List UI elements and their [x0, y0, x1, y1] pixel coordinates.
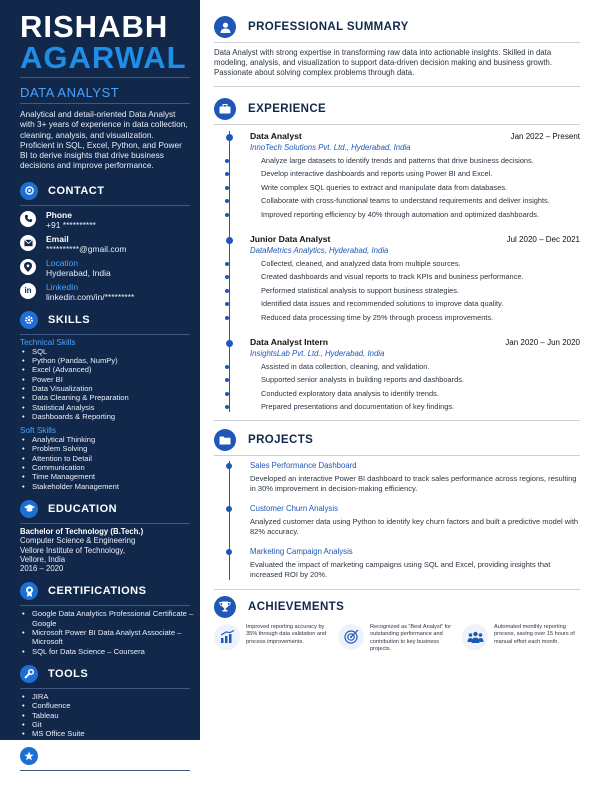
timeline-dot: [226, 134, 233, 141]
divider: [20, 77, 190, 78]
project-title: Customer Churn Analysis: [250, 503, 338, 513]
list-item: • Power BI: [22, 375, 200, 384]
job-dates: Jul 2020 – Dec 2021: [506, 235, 580, 245]
job-company: InsightsLab Pvt. Ltd., Hyderabad, India: [250, 349, 385, 359]
job-bullets: [250, 362, 580, 412]
project-title: Marketing Campaign Analysis: [250, 546, 353, 556]
soft-skills-list: [0, 435, 200, 491]
email-icon: [20, 235, 36, 251]
trophy-icon: [214, 596, 236, 618]
summary-text: Data Analyst with strong expertise in transforming raw data into actionable insights. Skilled in data modeling, analysis, and visualization to support data-driven decision making and business growth. Passionate about solving complex problems through data.: [214, 48, 553, 77]
list-item: Improved reporting efficiency by 40% through automation and optimized dashboards.: [250, 210, 580, 219]
timeline-dot: [226, 506, 232, 512]
job-title: Junior Data Analyst: [250, 234, 331, 245]
job-role: DATA ANALYST: [20, 85, 120, 100]
list-item: • Data Cleaning & Preparation: [22, 393, 200, 402]
list-item: • Tableau: [22, 711, 200, 720]
school-location: Vellore, India: [20, 554, 66, 564]
list-item: • Data Visualization: [22, 384, 200, 393]
education-section: [0, 499, 200, 573]
list-item: Develop interactive dashboards and reports using Power BI and Excel.: [250, 169, 580, 178]
tools-section: [0, 664, 200, 738]
job-entry: [250, 234, 580, 322]
list-item: • Git: [22, 720, 200, 729]
list-item: • Python (Pandas, NumPy): [22, 356, 200, 365]
technical-skills-list: [0, 347, 200, 421]
timeline-dot: [226, 463, 232, 469]
user-icon: [214, 16, 236, 38]
list-item: • Excel (Advanced): [22, 365, 200, 374]
achievement-text: Automated monthly reporting process, saving over 15 hours of manual effort each month.: [494, 623, 575, 645]
job-bullets: [250, 259, 580, 322]
list-item: • Time Management: [22, 472, 200, 481]
contact-email: Email **********@gmail.com: [0, 234, 200, 254]
linkedin-value[interactable]: linkedin.com/in/*********: [46, 291, 135, 302]
section-title: EXPERIENCE: [248, 103, 327, 115]
gear-icon: [20, 311, 38, 329]
job-dates: Jan 2020 – Jun 2020: [505, 338, 580, 348]
list-item: Created dashboards and visual reports to track KPIs and business performance.: [250, 272, 580, 281]
location-value: Hyderabad, India: [46, 267, 111, 278]
email-value[interactable]: **********@gmail.com: [46, 243, 127, 254]
section-title: INTERESTS: [48, 750, 115, 763]
book-icon: [16, 774, 56, 792]
contact-linkedin: in LinkedIn linkedin.com/in/*********: [0, 282, 200, 302]
timeline-dot: [226, 237, 233, 244]
list-item: • JIRA: [22, 692, 200, 701]
achievement-item: [338, 624, 456, 654]
interest-data-exploration: Data Exploration: [60, 774, 100, 810]
contact-section: [0, 181, 200, 302]
summary-section: [214, 16, 580, 87]
contact-phone: Phone +91 **********: [0, 210, 200, 230]
technical-skills-heading: Technical Skills: [20, 337, 76, 347]
job-entry: [250, 337, 580, 412]
interests-list: [0, 771, 200, 810]
side-summary: Analytical and detail-oriented Data Analyst with 3+ years of experience in data collection, cleaning, analysis, and visualization. Proficient in SQL, Excel, Python, and Power BI to derive insights that drive business decisions and improve performance.: [20, 109, 188, 171]
skills-section: [0, 310, 200, 491]
list-item: • SQL for Data Science – Coursera: [22, 647, 200, 656]
job-company: InnoTech Solutions Pvt. Ltd., Hyderabad, India: [250, 143, 411, 152]
last-name: AGARWAL: [20, 40, 187, 75]
main-content: [200, 0, 600, 740]
section-title: SKILLS: [48, 313, 91, 326]
timeline-dot: [226, 340, 233, 347]
list-item: • Google Data Analytics Professional Certificate – Google: [22, 609, 200, 628]
section-title: EDUCATION: [48, 502, 118, 515]
list-item: • Microsoft Power BI Data Analyst Associate – Microsoft: [22, 628, 200, 647]
section-title: TOOLS: [48, 667, 89, 680]
folder-icon: [214, 429, 236, 451]
list-item: Supported senior analysts in building reports and dashboards.: [250, 375, 580, 384]
job-entry: [250, 131, 580, 219]
experience-section: [214, 98, 580, 421]
sidebar: [0, 0, 200, 810]
list-item: Analyze large datasets to identify trends and patterns that drive business decisions.: [250, 156, 580, 165]
contact-location: Location Hyderabad, India: [0, 258, 200, 278]
job-bullets: [250, 156, 580, 219]
project-description: Evaluated the impact of marketing campaigns using SQL and Excel, providing insights that increased ROI by 20%.: [250, 559, 551, 579]
job-title: Data Analyst Intern: [250, 337, 328, 348]
interest-cycling: Cycling: [104, 774, 144, 810]
list-item: • Communication: [22, 463, 200, 472]
section-title: PROJECTS: [248, 433, 314, 446]
experience-timeline: [229, 131, 580, 412]
project-description: Developed an interactive Power BI dashboard to track sales performance across regions, resulting in 30% improvement in decision-making efficiency.: [250, 473, 577, 493]
section-title: CONTACT: [48, 184, 105, 197]
phone-icon: [20, 211, 36, 227]
list-item: Prepared presentations and documentation of key findings.: [250, 402, 580, 411]
certifications-section: [0, 581, 200, 655]
list-item: Reduced data processing time by 25% through process improvements.: [250, 313, 580, 322]
growth-chart-icon: [214, 624, 240, 650]
briefcase-icon: [214, 98, 236, 120]
project-entry: [250, 504, 580, 537]
list-item: Performed statistical analysis to support business strategies.: [250, 286, 580, 295]
job-company: DataMetrics Analytics, Hyderabad, India: [250, 246, 389, 256]
interest-reading: Reading: [16, 774, 56, 810]
interests-section: [0, 746, 200, 810]
achievement-text: Recognized as “Best Analyst” for outstanding performance and contribution to key business projects.: [370, 623, 452, 652]
education-entry: [0, 527, 200, 573]
chart-icon: [60, 774, 100, 792]
interest-traveling: Traveling: [148, 774, 188, 810]
list-item: • Statistical Analysis: [22, 403, 200, 412]
list-item: • Stakeholder Management: [22, 482, 200, 491]
section-title: ACHIEVEMENTS: [248, 600, 345, 613]
achievements-section: [214, 596, 580, 654]
star-icon: [20, 747, 38, 765]
list-item: Collaborate with cross-functional teams to understand requirements and deliver insights.: [250, 196, 580, 205]
list-item: • Confluence: [22, 701, 200, 710]
contact-icon: [20, 182, 38, 200]
projects-list: [229, 461, 580, 580]
timeline-dot: [226, 549, 232, 555]
list-item: • Dashboards & Reporting: [22, 412, 200, 421]
field-of-study: Computer Science & Engineering: [20, 536, 136, 546]
school-name: Vellore Institute of Technology,: [20, 545, 126, 555]
list-item: Collected, cleaned, and analyzed data from multiple sources.: [250, 259, 580, 268]
achievement-item: [214, 624, 332, 654]
soft-skills-heading: Soft Skills: [20, 426, 56, 436]
achievement-text: Improved reporting accuracy by 35% through data validation and process improvements.: [246, 623, 327, 645]
wrench-icon: [20, 665, 38, 683]
bicycle-icon: [104, 774, 144, 792]
job-title: Data Analyst: [250, 131, 302, 141]
certifications-list: [0, 609, 200, 655]
project-title: Sales Performance Dashboard: [250, 460, 357, 470]
section-title: PROFESSIONAL SUMMARY: [248, 21, 409, 33]
job-dates: Jan 2022 – Present: [510, 132, 580, 141]
divider: [20, 103, 190, 104]
list-item: • Attention to Detail: [22, 454, 200, 463]
section-title: CERTIFICATIONS: [48, 585, 147, 598]
achievement-item: [462, 624, 580, 654]
list-item: Write complex SQL queries to extract and manipulate data from databases.: [250, 183, 580, 192]
list-item: Identified data issues and recommended solutions to improve data quality.: [250, 299, 580, 308]
list-item: • MS Office Suite: [22, 729, 200, 738]
achievements-list: [214, 624, 580, 654]
list-item: Assisted in data collection, cleaning, and validation.: [250, 362, 580, 371]
linkedin-icon: in: [20, 283, 36, 299]
project-entry: [250, 461, 580, 494]
tools-list: [0, 692, 200, 738]
list-item: • SQL: [22, 347, 200, 356]
education-years: 2016 – 2020: [20, 564, 64, 574]
degree: Bachelor of Technology (B.Tech.): [20, 526, 144, 536]
project-description: Analyzed customer data using Python to identify key churn factors and built a predictive model with 82% accuracy.: [250, 516, 579, 536]
certificate-icon: [20, 582, 38, 600]
projects-section: [214, 429, 580, 590]
list-item: Conducted exploratory data analysis to identify trends.: [250, 389, 580, 398]
list-item: • Problem Solving: [22, 444, 200, 453]
team-icon: [462, 624, 488, 650]
airplane-icon: [148, 774, 188, 792]
phone-value[interactable]: +91 **********: [46, 219, 96, 230]
project-entry: [250, 547, 580, 580]
list-item: • Analytical Thinking: [22, 435, 200, 444]
target-icon: [338, 624, 364, 650]
location-icon: [20, 259, 36, 275]
graduation-cap-icon: [20, 500, 38, 518]
first-name: RISHABH: [20, 9, 169, 44]
